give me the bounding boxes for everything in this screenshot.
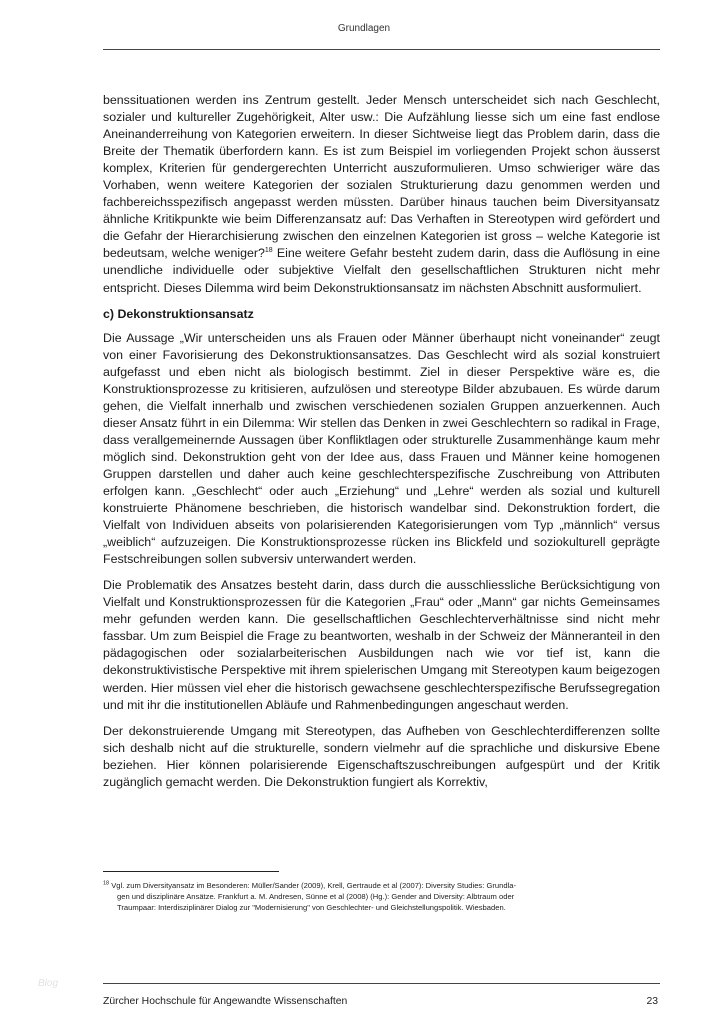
paragraph-deconstruction-problem: Die Problematik des Ansatzes besteht darin, dass durch die ausschliessliche Berücksichtigung von Vielfalt und Konstruktionsprozessen für die Kategorien „Frau“ oder „Mann“ gar nichts Gemeinsames mehr gefunden werden kann. Die gesellschaftlichen Geschlechterverhältnisse sind nicht mehr fassbar. Um zum Beispiel die Frage zu beantworten, weshalb in der Schweiz der Männeranteil in den pädagogischen oder sozialarbeiterischen Ausbildungen nach wie vor tief ist, kann die dekonstruktivistische Perspektive mit ihrem spielerischen Umgang mit Stereotypen kaum beigezogen werden. Hier müssen viel eher die historisch gewachsene geschlechterspezifische Berufssegregation und mit ihr die institutionellen Abläufe und Rahmenbedingungen angeschaut werden. (103, 578, 660, 712)
paragraph-text: benssituationen werden ins Zentrum gestellt. Jeder Mensch unterscheidet sich nach Geschlecht, sozialer und kultureller Zugehörigkeit, Alter usw.: Die Aufzählung liesse sich um eine fast endlose Aneinanderreihung von Kategorien erweitern. In dieser Sichtweise liegt das Problem darin, dass die Breite der Thematik überfordern kann. Es ist zum Beispiel im vorliegenden Projekt schon äusserst komplex, Kriterien für gendergerechten Unterricht auszuformulieren. Umso schwieriger wäre das Vorhaben, wenn weitere Kategorien der sozialen Strukturierung dazu genommen werden und fachbereichsspezifisch angepasst werden müssten. Darüber hinaus tauchen beim Diversityansatz ähnliche Kritikpunkte wie beim Differenzansatz auf: Das Verhaften in Stereotypen wird gefördert und die Gefahr der Hierarchisierung zwischen den einzelnen Kategorien ist gross – welche Kategorie ist bedeutsam, welche weniger? (103, 93, 660, 261)
footnote-divider (103, 871, 279, 872)
header-divider (103, 49, 660, 50)
section-heading: c) Dekonstruktionsansatz (103, 306, 254, 321)
paragraph-deconstruction-intro: Die Aussage „Wir unterscheiden uns als Frauen oder Männer überhaupt nicht voneinander“ zeugt von einer Favorisierung des Dekonstruktionsansatzes. Das Geschlecht wird als sozial konstruiert aufgefasst und eben nicht als biologisch bestimmt. Ziel in dieser Perspektive wäre es, die Konstruktionsprozesse zu kritisieren, aufzulösen und stereotype Bilder abzubauen. Es würde darum gehen, die Vielfalt innerhalb und zwischen verschiedenen sozialen Gruppen anzuerkennen. Auch dieser Ansatz führt in ein Dilemma: Wir stellen das Denken in zwei Geschlechtern so radikal in Frage, dass verallgemeinernde Aussagen über Konfliktlagen oder strukturelle Zusammenhänge kaum mehr möglich sind. Dekonstruktion geht von der Idee aus, dass Frauen und Männer keine homogenen Gruppen darstellen und daher auch keine geschlechterspezifische Zuschreibung von Attributen erfolgen kann. „Geschlecht“ oder auch „Erziehung“ und „Lehre“ werden als sozial und kulturell konstruierte Phänomene beschrieben, die historisch wandelbar sind. Dekonstruktion fordert, die Vielfalt von Individuen abseits von polarisierenden Kategorisierungen vom Typ „männlich“ versus „weiblich“ aufzuzeigen. Die Konstruktionsprozesse rücken ins Blickfeld und soziokulturell geprägte Festschreibungen sollen subversiv unterwandert werden. (103, 330, 660, 567)
footnote-mark: 18 (103, 880, 110, 887)
footnote-line: Traumpaar: Interdisziplinärer Dialog zur "Modernisierung" von Geschlechter- und Gleichstellungspolitik. Wiesbaden. (117, 903, 506, 912)
footnote-reference[interactable]: 18 (264, 247, 273, 255)
watermark: Blog (38, 978, 59, 989)
page-body (103, 92, 660, 800)
footnote (103, 880, 656, 913)
paragraph-text: Eine weitere Gefahr besteht zudem darin, dass die Auflösung in eine unendliche individuelle oder subjektive Vielfalt den gesellschaftlichen Strukturen nicht mehr entspricht. Dieses Dilemma wird beim Dekonstruktionsansatz im nächsten Abschnitt ausformuliert. (103, 246, 660, 295)
paragraph-diversity-critique (103, 92, 660, 297)
page-number: 23 (646, 996, 658, 1007)
footer-divider (103, 983, 660, 984)
paragraph-deconstruction-conclusion: Der dekonstruierende Umgang mit Stereotypen, das Aufheben von Geschlechterdifferenzen sollte sich deshalb nicht auf die strukturelle, sondern vielmehr auf die sprachliche und diskursive Ebene beziehen. Hier können polarisierende Eigenschaftszuschreibungen aufgespürt und der Kritik zugänglich gemacht werden. Die Dekonstruktion fungiert als Korrektiv, (103, 723, 660, 789)
running-header: Grundlagen (337, 23, 391, 34)
footer-institution: Zürcher Hochschule für Angewandte Wissenschaften (103, 996, 348, 1007)
footnote-line (103, 880, 656, 891)
footnote-text: Vgl. zum Diversityansatz im Besonderen: Müller/Sander (2009), Krell, Gertraude et al (2007): Diversity Studies: Grundla- (109, 881, 516, 890)
footnote-line: gen und disziplinäre Ansätze. Frankfurt a. M. Andresen, Sünne et al (2008) (Hg.): Gender and Diversity: Albtraum oder (117, 892, 515, 901)
